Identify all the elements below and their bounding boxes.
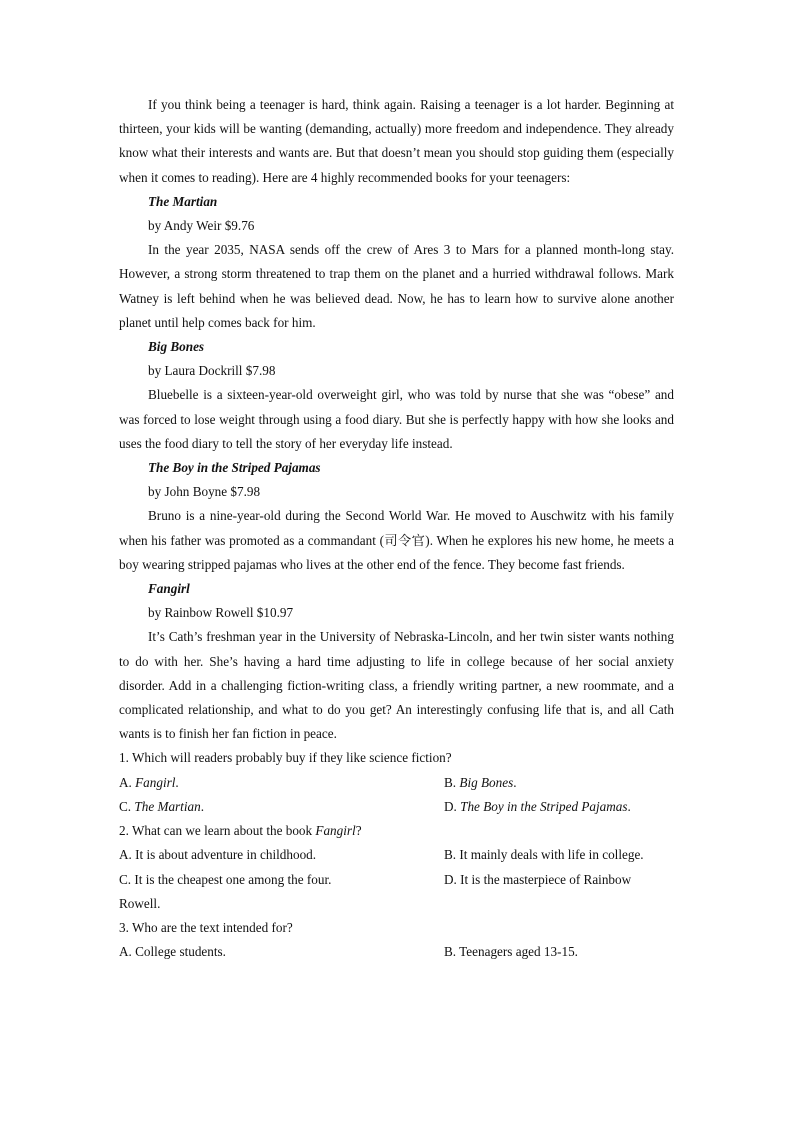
reading-passage	[119, 93, 674, 964]
book-byline: by Laura Dockrill $7.98	[148, 363, 276, 379]
option-d[interactable]: D. It is the masterpiece of Rainbow	[444, 871, 632, 887]
option-d[interactable]: D. The Boy in the Striped Pajamas.	[444, 798, 631, 814]
option-c[interactable]: C. It is the cheapest one among the four.	[119, 871, 332, 887]
answer-options	[119, 843, 674, 891]
book-description: It’s Cath’s freshman year in the University of Nebraska-Lincoln, and her twin sister wants nothing to do with her. She’s having a hard time adjusting to life in college because of her social anxiety disorder. Add in a challenging fiction-writing class, a friendly writing partner, a new roommate, and a complicated relationship, and what to do you get? An interestingly confusing life that is, and all Cath wants is to finish her fan fiction in peace.	[119, 629, 674, 742]
option-a[interactable]: A. College students.	[119, 944, 226, 960]
book-title: Big Bones	[148, 339, 205, 355]
book-description: In the year 2035, NASA sends off the crew of Ares 3 to Mars for a planned month-long stay. However, a strong storm threatened to trap them on the planet and a hurried withdrawal follows. Mark Watney is left behind when he was believed dead. Now, he has to learn how to survive alone another planet until help comes back for him.	[119, 242, 674, 330]
question-stem: 3. Who are the text intended for?	[119, 919, 293, 935]
option-c[interactable]: C. The Martian.	[119, 798, 204, 814]
book-title: Fangirl	[148, 581, 190, 597]
book-title: The Boy in the Striped Pajamas	[148, 460, 321, 476]
answer-options	[119, 771, 674, 819]
book-byline: by Rainbow Rowell $10.97	[148, 605, 294, 621]
book-byline: by Andy Weir $9.76	[148, 218, 255, 234]
question-stem: 1. Which will readers probably buy if they like science fiction?	[119, 750, 452, 766]
book-title: The Martian	[148, 193, 218, 209]
option-a[interactable]: A. It is about adventure in childhood.	[119, 847, 317, 863]
intro-paragraph: If you think being a teenager is hard, think again. Raising a teenager is a lot harder. Beginning at thirteen, your kids will be wanting (demanding, actually) more freedom and independence. They already know what their interests and wants are. But that doesn’t mean you should stop guiding them (especially when it comes to reading). Here are 4 highly recommended books for your teenagers:	[119, 97, 674, 185]
option-b[interactable]: B. Teenagers aged 13-15.	[444, 944, 578, 960]
option-continuation: Rowell.	[119, 895, 161, 911]
book-description: Bruno is a nine-year-old during the Second World War. He moved to Auschwitz with his family when his father was promoted as a commandant (司令官). When he explores his new home, he meets a boy wearing stripped pajamas who lives at the other end of the fence. They become fast friends.	[119, 508, 674, 572]
option-b[interactable]: B. It mainly deals with life in college.	[444, 847, 644, 863]
question-stem: 2. What can we learn about the book Fangirl?	[119, 823, 362, 839]
option-b[interactable]: B. Big Bones.	[444, 774, 517, 790]
option-a[interactable]: A. Fangirl.	[119, 774, 179, 790]
book-byline: by John Boyne $7.98	[148, 484, 261, 500]
answer-options	[119, 940, 674, 964]
book-description: Bluebelle is a sixteen-year-old overweight girl, who was told by nurse that she was “obese” and was forced to lose weight through using a food diary. But she is perfectly happy with how she looks and uses the food diary to tell the story of her everyday life instead.	[119, 387, 674, 451]
